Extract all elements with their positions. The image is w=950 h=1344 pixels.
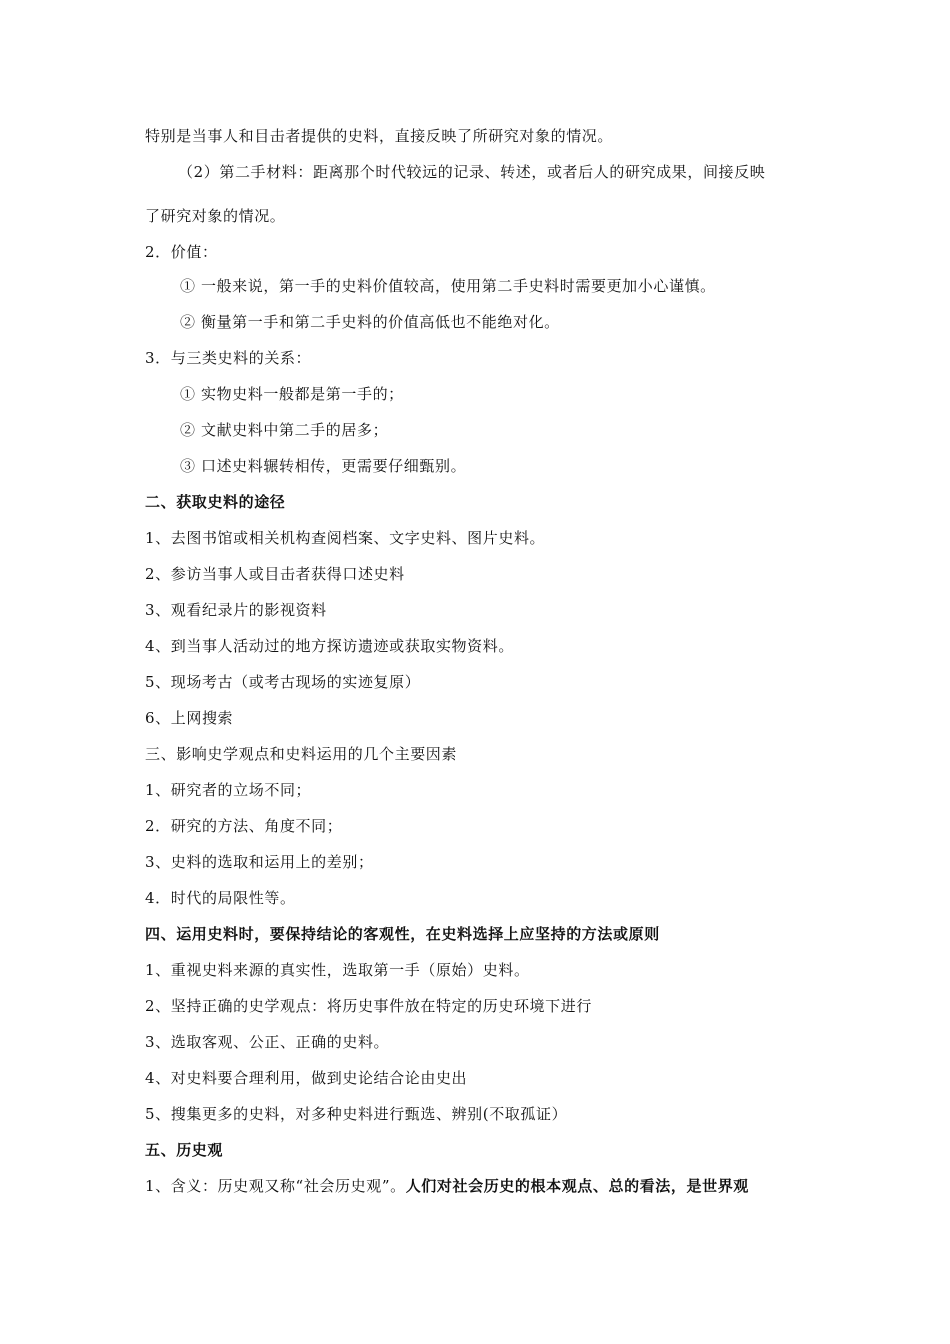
list-item: 3、观看纪录片的影视资料 xyxy=(145,601,327,619)
list-item: 3、选取客观、公正、正确的史料。 xyxy=(145,1033,390,1051)
list-item: 2、参访当事人或目击者获得口述史料 xyxy=(145,565,405,583)
list-item: 3、史料的选取和运用上的差别； xyxy=(145,853,374,871)
section-heading: 四、运用史料时，要保持结论的客观性，在史料选择上应坚持的方法或原则 xyxy=(145,925,660,943)
list-item: 4、对史料要合理利用，做到史论结合论由史出 xyxy=(145,1069,468,1087)
list-item: ③ 口述史料辗转相传，更需要仔细甄别。 xyxy=(180,457,467,475)
list-item: 1、重视史料来源的真实性，选取第一手（原始）史料。 xyxy=(145,961,530,979)
section-subheading: 3．与三类史料的关系： xyxy=(145,349,312,367)
list-item: 1、研究者的立场不同； xyxy=(145,781,312,799)
definition-lead: 1、含义：历史观又称“社会历史观”。 xyxy=(145,1177,406,1195)
list-item: 4．时代的局限性等。 xyxy=(145,889,296,907)
section-heading: 二、获取史料的途径 xyxy=(145,493,286,511)
paragraph-line xyxy=(145,1175,749,1197)
list-item: 2、坚持正确的史学观点：将历史事件放在特定的历史环境下进行 xyxy=(145,997,592,1015)
section-subheading: 2．价值： xyxy=(145,243,218,261)
list-item: 5、搜集更多的史料，对多种史料进行甄选、辨别(不取孤证） xyxy=(145,1105,568,1123)
list-item: ① 一般来说，第一手的史料价值较高，使用第二手史料时需要更加小心谨慎。 xyxy=(180,277,716,295)
paragraph-line: 了研究对象的情况。 xyxy=(145,207,286,225)
list-item: ② 文献史料中第二手的居多； xyxy=(180,421,389,439)
paragraph-line: （2）第二手材料：距离那个时代较远的记录、转述，或者后人的研究成果，间接反映 xyxy=(178,163,766,181)
section-heading: 三、影响史学观点和史料运用的几个主要因素 xyxy=(145,745,458,763)
list-item: 2．研究的方法、角度不同； xyxy=(145,817,343,835)
list-item: ② 衡量第一手和第二手史料的价值高低也不能绝对化。 xyxy=(180,313,560,331)
section-heading: 五、历史观 xyxy=(145,1141,224,1159)
list-item: 6、上网搜索 xyxy=(145,709,234,727)
definition-bold: 人们对社会历史的根本观点、总的看法，是世界观 xyxy=(405,1177,749,1195)
list-item: ① 实物史料一般都是第一手的； xyxy=(180,385,404,403)
list-item: 4、到当事人活动过的地方探访遗迹或获取实物资料。 xyxy=(145,637,514,655)
paragraph-line: 特别是当事人和目击者提供的史料，直接反映了所研究对象的情况。 xyxy=(145,127,614,145)
list-item: 5、现场考古（或考古现场的实迹复原） xyxy=(145,673,421,691)
list-item: 1、去图书馆或相关机构查阅档案、文字史料、图片史料。 xyxy=(145,529,546,547)
